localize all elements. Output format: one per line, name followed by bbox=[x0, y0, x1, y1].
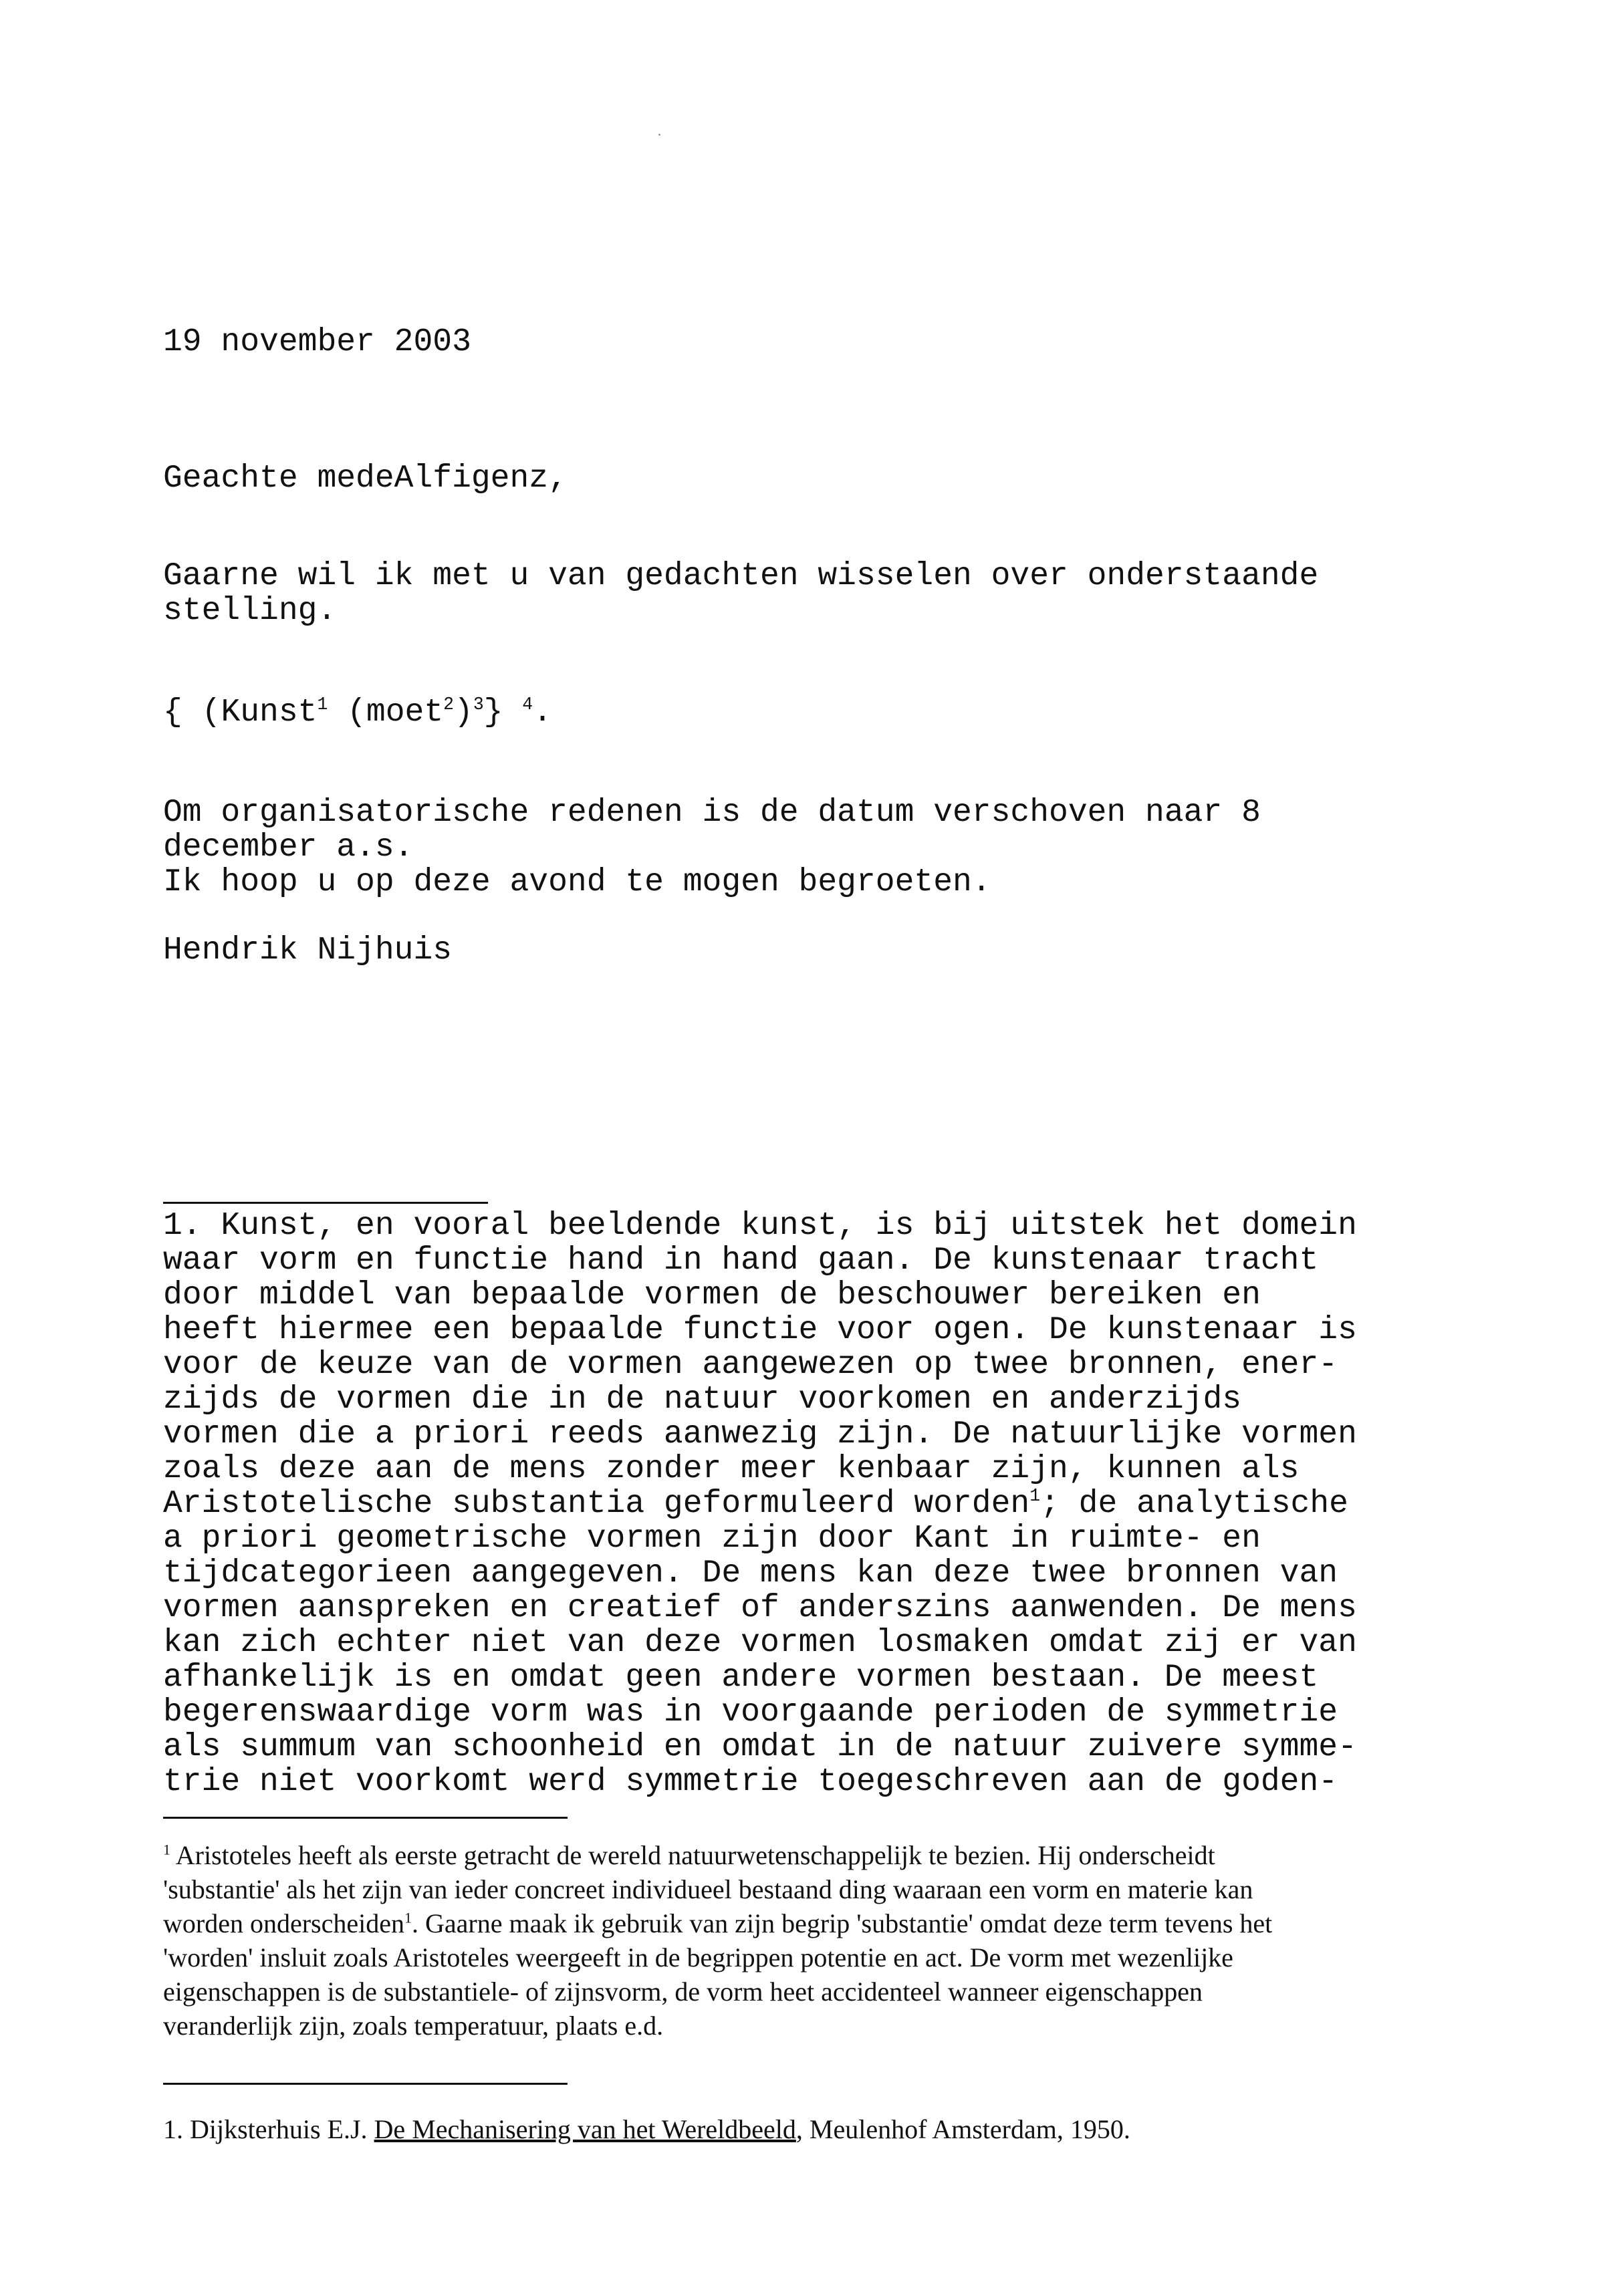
reference-separator bbox=[163, 2083, 568, 2085]
footnote-ref-1: 1 bbox=[317, 694, 328, 715]
footnote-line: voor de keuze van de vormen aangewezen op twee bronnen, ener- bbox=[163, 1347, 1338, 1383]
thesis-statement: { (Kunst$^1$ (moet$^2$)$^3$} $^4$. bbox=[163, 694, 552, 731]
thesis-word-kunst: Kunst bbox=[221, 694, 318, 731]
subnote-line: 'substantie' als het zijn van ieder concreet individueel bestaand ding waaraan een vorm en materie kan bbox=[163, 1874, 1253, 1904]
subnote-line: veranderlijk zijn, zoals temperatuur, plaats e.d. bbox=[163, 2011, 664, 2041]
subnote-line: worden onderscheiden$^1$. Gaarne maak ik gebruik van zijn begrip 'substantie' omdat deze term tevens het bbox=[163, 1908, 1273, 1938]
salutation: Geachte medeAlfigenz, bbox=[163, 461, 568, 497]
footnote-line: Aristotelische substantia geformuleerd worden$^1$; de analytische bbox=[163, 1486, 1348, 1522]
subnote-separator bbox=[163, 1817, 568, 1819]
footnote-line: vormen aanspreken en creatief of anderszins aanwenden. De mens bbox=[163, 1590, 1357, 1626]
footnote-line: trie niet voorkomt werd symmetrie toegeschreven aan de goden- bbox=[163, 1764, 1338, 1800]
footnote-line: zijds de vormen die in de natuur voorkomen en anderzijds bbox=[163, 1382, 1242, 1418]
reference-title: De Mechanisering van het Wereldbeeld bbox=[374, 2114, 796, 2144]
footnote-line: a priori geometrische vormen zijn door Kant in ruimte- en bbox=[163, 1521, 1261, 1557]
footnote-line: waar vorm en functie hand in hand gaan. De kunstenaar tracht bbox=[163, 1243, 1319, 1279]
thesis-word-moet: (moet bbox=[347, 694, 444, 731]
footnote-line: tijdcategorieen aangegeven. De mens kan deze twee bronnen van bbox=[163, 1555, 1338, 1591]
subnote-ref: 1 bbox=[1029, 1486, 1041, 1506]
subnote-line: eigenschappen is de substantiele- of zijnsvorm, de vorm heet accidenteel wanneer eigenschappen bbox=[163, 1976, 1203, 2007]
intro-paragraph bbox=[163, 559, 1447, 628]
reference: 1. Dijksterhuis E.J. De Mechanisering van het Wereldbeeld, Meulenhof Amsterdam, 1950. bbox=[163, 2114, 1130, 2144]
footnote-line: 1. Kunst, en vooral beeldende kunst, is bij uitstek het domein bbox=[163, 1208, 1357, 1244]
subnote-marker: 1 bbox=[163, 1841, 170, 1858]
footnote-1 bbox=[163, 1208, 1447, 1799]
footnote-ref-3: 3 bbox=[473, 694, 484, 715]
footnote-line: begerenswaardige vorm was in voorgaande perioden de symmetrie bbox=[163, 1694, 1338, 1731]
thesis-brace-open: { bbox=[163, 694, 182, 731]
scan-speck bbox=[658, 134, 660, 136]
footnote-line: door middel van bepaalde vormen de beschouwer bereiken en bbox=[163, 1277, 1261, 1313]
footnote-line: als summum van schoonheid en omdat in de natuur zuivere symme- bbox=[163, 1729, 1357, 1765]
reference-ref: 1 bbox=[404, 1909, 412, 1926]
footnote-ref-2: 2 bbox=[443, 694, 454, 715]
notice-paragraph bbox=[163, 795, 1447, 900]
subnote-line: $^1$ Aristoteles heeft als eerste getracht de wereld natuurwetenschappelijk te bezien. Hij onderscheidt bbox=[163, 1840, 1215, 1870]
subnote-line: 'worden' insluit zoals Aristoteles weergeeft in de begrippen potentie en act. De vorm met wezenlijke bbox=[163, 1942, 1233, 1972]
footnote-line: vormen die a priori reeds aanwezig zijn. De natuurlijke vormen bbox=[163, 1416, 1357, 1452]
footnote-line: kan zich echter niet van deze vormen losmaken omdat zij er van bbox=[163, 1625, 1357, 1661]
signature: Hendrik Nijhuis bbox=[163, 932, 453, 969]
footnote-marker: 1. bbox=[163, 1208, 202, 1244]
footnote-ref-4: 4 bbox=[522, 694, 533, 715]
intro-line-1: Gaarne wil ik met u van gedachten wisselen over onderstaande bbox=[163, 558, 1319, 594]
letter-date: 19 november 2003 bbox=[163, 324, 471, 360]
footnote-line: heeft hiermee een bepaalde functie voor ogen. De kunstenaar is bbox=[163, 1312, 1357, 1348]
subnote bbox=[163, 1838, 1447, 2043]
footnote-line: afhankelijk is en omdat geen andere vormen bestaan. De meest bbox=[163, 1660, 1319, 1696]
thesis-brace-close: } bbox=[483, 694, 503, 731]
footnote-line: zoals deze aan de mens zonder meer kenbaar zijn, kunnen als bbox=[163, 1451, 1300, 1487]
hope-line: Ik hoop u op deze avond te mogen begroeten. bbox=[163, 864, 991, 900]
notice-line-2: december a.s. bbox=[163, 830, 414, 866]
notice-line-1: Om organisatorische redenen is de datum verschoven naar 8 bbox=[163, 795, 1261, 831]
footnote-separator bbox=[163, 1202, 488, 1204]
intro-line-2: stelling. bbox=[163, 593, 337, 629]
